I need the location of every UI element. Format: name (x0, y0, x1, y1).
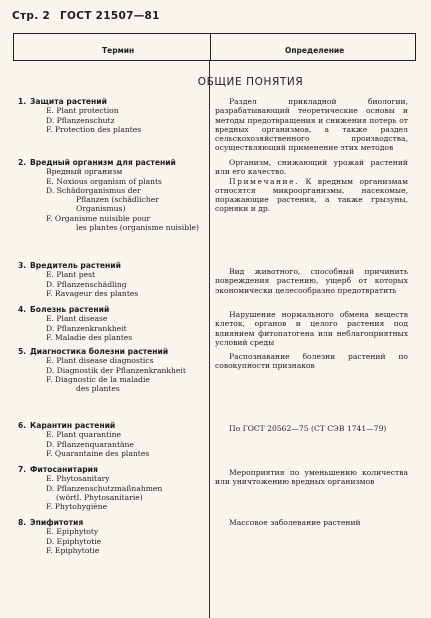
term-translation: E. Plant quarantine (46, 430, 121, 440)
term-title: Диагностика болезни растений (30, 347, 169, 356)
term-title: Вредитель растений (30, 261, 121, 270)
term-number: 5. (18, 347, 27, 356)
definition-text: Массовое заболевание растений (229, 518, 361, 527)
term-translation: D. Pflanzenschutzmaßnahmen (46, 483, 163, 493)
term-number: 7. (18, 465, 27, 474)
term-number: 8. (18, 518, 27, 527)
term-translation: D. Pflanzenschutz (46, 115, 115, 125)
term-translation: D. Pflanzenquarantäne (46, 439, 134, 449)
note-heading: Примечание. (229, 176, 300, 186)
term-translation: D. Schädorganismus der (46, 185, 141, 195)
term-translation: E. Plant protection (46, 106, 119, 116)
term-translation: F. Epiphytotie (46, 545, 100, 555)
term-title: Вредный организм для растений (30, 158, 176, 167)
column-divider (209, 61, 210, 618)
term-translation: F. Organisme nuisible pour (46, 213, 151, 223)
definition-text: Мероприятия по уменьшению количества или уничтожению вредных организмов (215, 468, 408, 487)
column-header-term: Термин (102, 46, 135, 55)
definition-text: Нарушение нормального обмена веществ клеток, органов и целого растения под влиянием фитопатогена или неблагоприятных условий среды (215, 310, 408, 347)
term-title: Фитосанитария (30, 465, 98, 474)
term-translation: E. Plant disease (46, 314, 108, 324)
term-title: Карантин растений (30, 421, 116, 430)
table-header-frame (13, 33, 416, 61)
definition-text: Раздел прикладной биологии, разрабатывающий теоретические основы и методы предотвращения и снижения потерь от вредных организмов, а также раздел сельскохозяйственного производства, осуществляющий применение этих методов (215, 97, 408, 153)
term-title: Болезнь растений (30, 305, 110, 314)
term-entry (18, 518, 202, 555)
page-header (12, 10, 166, 22)
term-translation: E. Noxious organism of plants (46, 176, 162, 186)
term-translation: D. Pflanzenkrankheit (46, 323, 127, 333)
term-translation: E. Phytosanitary (46, 474, 110, 484)
term-translation: E. Plant disease diagnostics (46, 356, 154, 366)
term-entry (18, 261, 202, 298)
term-number: 2. (18, 158, 27, 167)
term-title: Эпифитотия (30, 518, 84, 527)
section-title: ОБЩИЕ ПОНЯТИЯ (197, 76, 304, 88)
column-header-definition: Определение (285, 46, 345, 55)
term-translation: D. Diagnostik der Pflanzenkrankheit (46, 365, 186, 375)
term-translation: F. Maladie des plantes (46, 332, 133, 342)
term-entry (18, 465, 202, 512)
term-number: 1. (18, 97, 27, 106)
term-entry (18, 347, 202, 394)
term-entry (18, 421, 202, 458)
term-synonym: Вредный организм (46, 167, 123, 177)
term-entry (18, 158, 202, 233)
term-translation: F. Phytohygiène (46, 502, 108, 512)
note-text: К вредным организмам относятся микроорганизмы, насекомые, поражающие растения, а также грызуны, сорняки и др. (215, 176, 408, 214)
definition-text: Вид животного, способный причинить повреждения растению, ущерб от которых экономически целесообразно предотвратить (215, 267, 408, 295)
term-number: 6. (18, 421, 27, 430)
term-translation: D. Pflanzenschädling (46, 279, 127, 289)
term-translation: des plantes (76, 384, 120, 394)
definition-text: Распознавание болезни растений по совокупности признаков (215, 352, 408, 371)
term-translation: F. Quarantaine des plantes (46, 448, 150, 458)
term-translation: les plantes (organisme nuisible) (76, 223, 199, 233)
term-translation: E. Epiphytoty (46, 527, 99, 537)
definition-note (215, 177, 408, 214)
definition-text: Организм, снижающий урожай растений или его качество. Примечание. К вредным организмам относятся микроорганизмы, насекомые, поражающие растения, а также грызуны, сорняки и др. (215, 158, 408, 214)
header-divider (210, 34, 211, 60)
term-entry (18, 97, 202, 134)
term-translation: (wörtl. Phytosanitarie) (56, 492, 143, 502)
page-number: Стр. 2 (12, 10, 51, 22)
term-translation: F. Protection des plantes (46, 124, 142, 134)
term-translation: E. Plant pest (46, 270, 96, 280)
term-title: Защита растений (30, 97, 107, 106)
definition-text: По ГОСТ 20562—75 (СТ СЭВ 1741—79) (229, 424, 387, 433)
standard-code: ГОСТ 21507—81 (60, 10, 160, 22)
term-translation: F. Diagnostic de la maladie (46, 374, 150, 384)
term-translation: D. Epiphytotie (46, 536, 102, 546)
term-number: 4. (18, 305, 27, 314)
term-entry (18, 305, 202, 342)
term-number: 3. (18, 261, 27, 270)
term-translation: Pflanzen (schädlicher Organismus) (76, 195, 159, 214)
term-translation: F. Ravageur des plantes (46, 288, 139, 298)
